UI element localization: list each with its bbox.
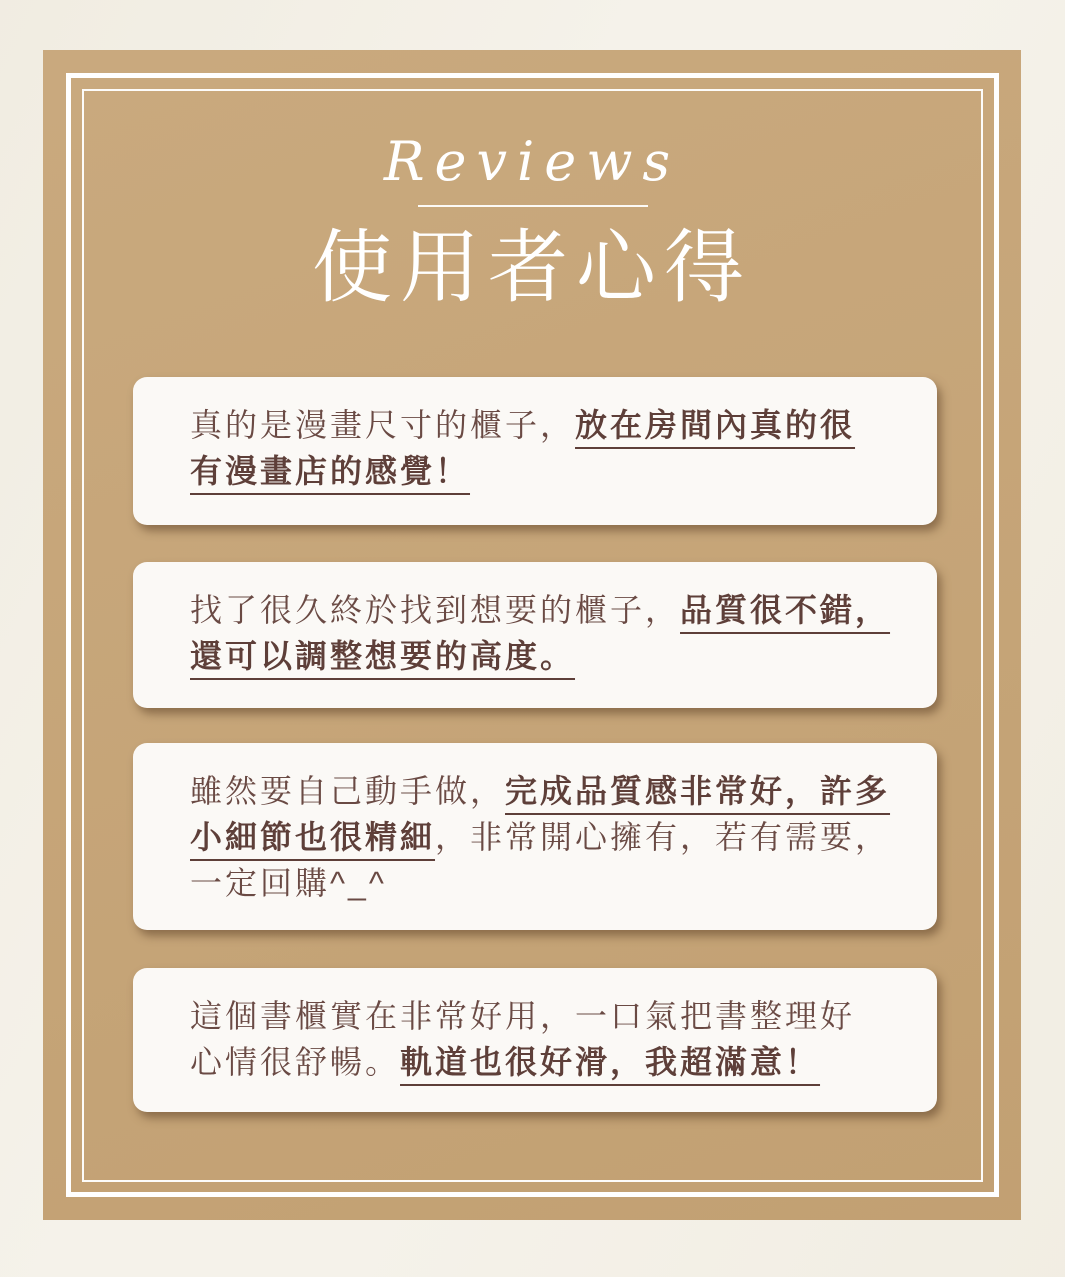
reviews-panel xyxy=(43,50,1021,1220)
review-card-1 xyxy=(133,377,937,525)
review-4-segment-normal: 心情很舒暢。 xyxy=(190,1044,401,1080)
review-3-segment-highlight: 小細節也很精細 xyxy=(190,819,436,855)
review-text-4 xyxy=(190,993,891,1085)
review-2-segment-highlight: 品質很不錯， xyxy=(680,592,891,628)
title-underline-divider xyxy=(418,205,648,207)
script-title: Reviews xyxy=(383,130,681,193)
review-1-segment-normal: 真的是漫畫尺寸的櫃子， xyxy=(190,407,576,443)
review-1-segment-highlight: 放在房間內真的很 xyxy=(575,407,856,443)
review-4-segment-normal: 這個書櫃實在非常好用，一口氣把書整理好 xyxy=(190,998,856,1034)
review-3-segment-normal: 雖然要自己動手做， xyxy=(190,773,506,809)
review-1-segment-highlight: 有漫畫店的感覺！ xyxy=(190,453,471,489)
review-text-3 xyxy=(190,768,891,906)
page-title: 使用者心得 xyxy=(312,221,752,314)
review-3-segment-normal: 一定回購^_^ xyxy=(190,865,387,901)
review-3-segment-normal: ，非常開心擁有，若有需要， xyxy=(435,819,891,855)
review-text-1 xyxy=(190,402,891,494)
review-4-segment-highlight: 軌道也很好滑，我超滿意！ xyxy=(400,1044,821,1080)
review-2-segment-normal: 找了很久終於找到想要的櫃子， xyxy=(190,592,681,628)
review-card-3 xyxy=(133,743,937,930)
review-2-segment-highlight: 還可以調整想要的高度。 xyxy=(190,638,576,674)
review-card-2 xyxy=(133,562,937,708)
review-3-segment-highlight: 完成品質感非常好，許多 xyxy=(505,773,891,809)
review-text-2 xyxy=(190,587,891,679)
review-card-4 xyxy=(133,968,937,1112)
